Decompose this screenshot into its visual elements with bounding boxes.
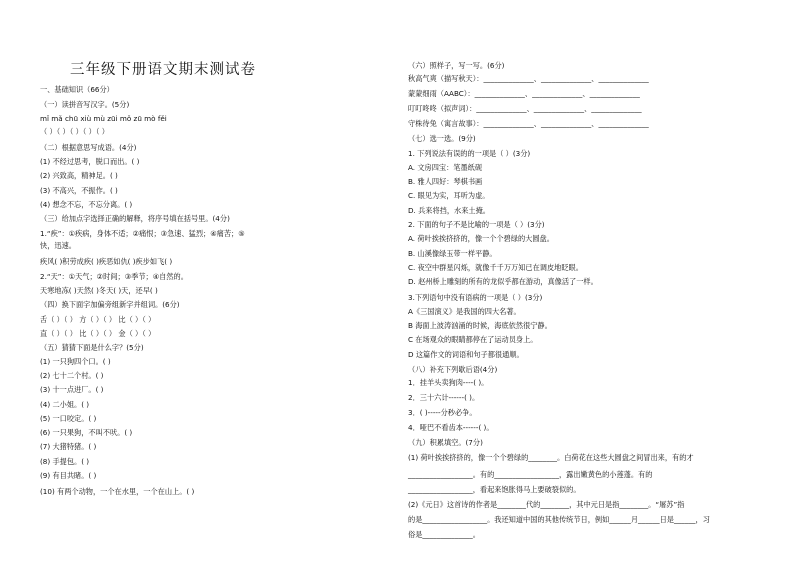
left-line-6: (1) 不经过思考，脱口而出。( ) xyxy=(40,157,140,166)
right-line-28: (1) 荷叶挨挨挤挤的，像一个个碧绿的________。白荷花在这些大圆盘之间冒出来，有的才 xyxy=(408,453,694,462)
left-line-4: （ ）（ ）（ ）（ ）（ ） xyxy=(40,127,109,136)
left-line-19: （五）猜猜下面是什么字？(5分) xyxy=(40,343,144,352)
left-line-7: (2) 兴致高，精神足。( ) xyxy=(40,171,118,180)
right-line-1: （六）照样子，写一写。(6分) xyxy=(408,61,505,70)
right-line-32: 的是__________________。我还知道中国的其他传统节日，例如______月______日是______，习 xyxy=(408,515,710,524)
left-line-9: (4) 想念不忘，不忘分离。( ) xyxy=(40,200,133,209)
left-line-22: (3) 十一点进厂。( ) xyxy=(40,385,104,394)
left-line-15: 天寒地冻( )天然( )冬天( )天，还早( ) xyxy=(40,286,158,295)
right-line-15: C. 夜空中群星闪烁，就像千千万万知已在调皮地眨眼。 xyxy=(408,263,583,272)
right-line-7: 1. 下列说法有误的的一项是（ ）(3分) xyxy=(408,149,531,158)
left-line-20: (1) 一只狗四个口。( ) xyxy=(40,357,111,366)
left-line-10: （三）给加点字选择正确的解释，将序号填在括号里。(4分) xyxy=(40,214,230,223)
right-line-25: 3．( )-----分秒必争。 xyxy=(408,408,477,417)
right-line-5: 守株待兔（寓言故事）：______________、______________、______________ xyxy=(408,119,649,128)
left-line-14: 2.“天”：①天气；②时间；③季节；④自然的。 xyxy=(40,272,188,281)
right-line-11: D. 兵来将挡，水来土掩。 xyxy=(408,206,490,215)
right-line-16: D. 赵州桥上雕刻的所有的龙似乎都在游动，真像活了一样。 xyxy=(408,277,598,286)
right-line-6: （七）选一选。(9分) xyxy=(408,134,476,143)
right-line-14: B. 山溪像绿玉带一样平静。 xyxy=(408,249,497,258)
right-line-9: B. 雅人四好：琴棋书画 xyxy=(408,177,483,186)
left-line-1: 一、基础知识（66分） xyxy=(40,85,114,94)
left-line-3: mǐ mǎ chū xiù mù zūi mǒ zū mò fěi xyxy=(40,114,167,123)
left-line-18: 直（ ）（ ） 比（ ）（ ） 金（ ）（ ） xyxy=(40,329,156,338)
left-line-13: 疾风( )积劳成疾( )疾恶如仇( )疾步如飞( ) xyxy=(40,257,173,266)
left-line-5: （二）根据意思写成语。(4分) xyxy=(40,143,137,152)
right-line-4: 叮叮咚咚（拟声词）：______________、______________、______________ xyxy=(408,104,642,113)
left-line-11: 1.“疾”：①疾病，身体不适；②痛恨；③急速、猛烈；④痛苦；⑤ xyxy=(40,229,245,238)
right-line-20: C 在场观众的眼睛都停在了运动员身上。 xyxy=(408,335,538,344)
left-line-25: (6) 一只果狗，不叫不吠。( ) xyxy=(40,428,133,437)
right-line-21: D 这篇作文的词语和句子都很通顺。 xyxy=(408,350,524,359)
right-line-24: 2．三十六计------( )。 xyxy=(408,393,480,402)
left-line-26: (7) 大猪特猪。( ) xyxy=(40,442,97,451)
left-line-21: (2) 七十二个村。( ) xyxy=(40,371,104,380)
left-line-28: (9) 有目共睹。( ) xyxy=(40,471,97,480)
left-line-16: （四）换下面字加偏旁组新字并组词。(6分) xyxy=(40,300,180,309)
right-line-27: （九）积累填空。(7分) xyxy=(408,438,483,447)
left-line-23: (4) 二小姐。( ) xyxy=(40,400,90,409)
right-line-17: 3.下列语句中没有语病的一项是（ ）(3分) xyxy=(408,293,543,302)
right-line-3: 蒙蒙细雨（AABC）：______________、______________、______________ xyxy=(408,89,640,98)
left-line-29: (10) 有两个动物，一个在水里，一个在山上。( ) xyxy=(40,487,195,496)
right-line-31: (2)《元日》这首诗的作者是________代的________，其中元日是指________。“屠苏”指 xyxy=(408,500,685,509)
right-line-22: （八）补充下列歇后语(4分) xyxy=(408,365,498,374)
right-line-12: 2. 下面的句子不是比喻的一项是（ ）(3分) xyxy=(408,220,545,229)
right-line-19: B 海面上波涛汹涌的时候，海底依然很宁静。 xyxy=(408,321,552,330)
right-line-23: 1．挂羊头卖狗肉----( )。 xyxy=(408,378,489,387)
right-line-10: C. 眼见为实，耳听为虚。 xyxy=(408,191,490,200)
right-line-8: A. 文房四宝：笔墨纸砚 xyxy=(408,163,483,172)
right-line-18: A《三国演义》是我国的四大名著。 xyxy=(408,307,521,316)
right-line-29: __________________。有的__________________，露出嫩黄色的小莲蓬。有的 xyxy=(408,470,653,479)
right-line-30: __________________，看起来饱胀得马上要破裂似的。 xyxy=(408,485,581,494)
left-line-8: (3) 不高兴，不振作。( ) xyxy=(40,186,118,195)
left-line-24: (5) 一口咬定。( ) xyxy=(40,414,97,423)
left-line-27: (8) 手提包。( ) xyxy=(40,457,90,466)
right-line-33: 俗是______________。 xyxy=(408,530,480,539)
left-line-17: 舌（ ）（ ） 方（ ）（ ） 比（ ）（ ） xyxy=(40,315,156,324)
right-line-13: A. 荷叶挨挨挤挤的，像一个个碧绿的大圆盘。 xyxy=(408,234,554,243)
right-line-2: 秋高气爽（描写秋天）：______________、______________、______________ xyxy=(408,74,649,83)
left-line-2: （一）读拼音写汉字。(5分) xyxy=(40,100,130,109)
page-title: 三年级下册语文期末测试卷 xyxy=(70,62,256,78)
left-line-12: 快，迅速。 xyxy=(40,241,76,250)
right-line-26: 4．哑巴不看齿本------( )。 xyxy=(408,423,494,432)
